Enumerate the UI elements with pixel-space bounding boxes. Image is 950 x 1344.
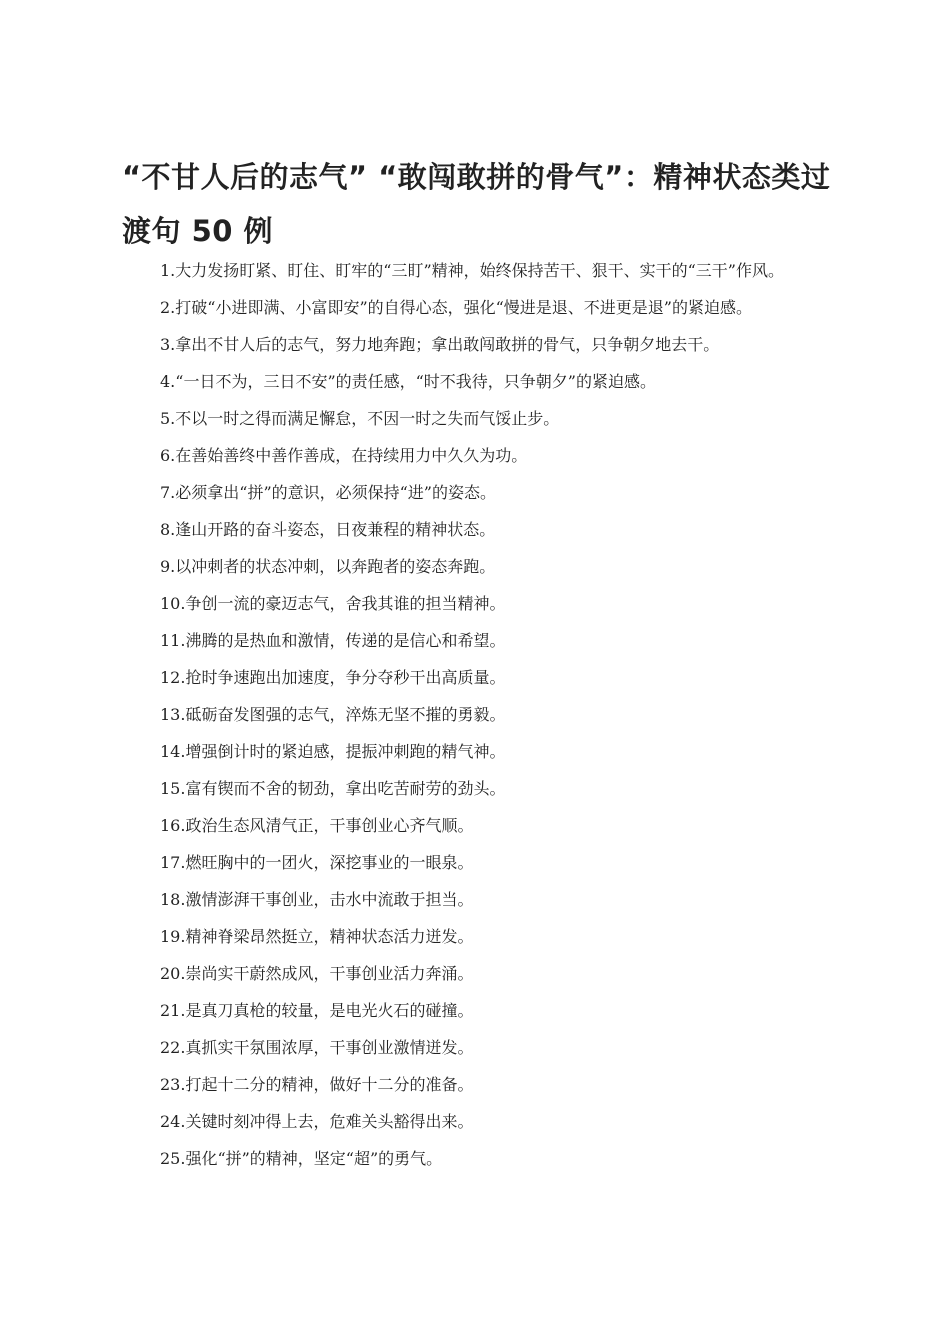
list-item: 22.真抓实干氛围浓厚，干事创业激情迸发。 — [160, 1038, 474, 1057]
list-item: 23.打起十二分的精神，做好十二分的准备。 — [160, 1075, 474, 1094]
list-item: 9.以冲刺者的状态冲刺，以奔跑者的姿态奔跑。 — [160, 557, 496, 576]
list-item: 14.增强倒计时的紧迫感，提振冲刺跑的精气神。 — [160, 742, 506, 761]
list-item: 25.强化“拼”的精神，坚定“超”的勇气。 — [160, 1149, 443, 1168]
list-item: 6.在善始善终中善作善成，在持续用力中久久为功。 — [160, 446, 528, 465]
list-item: 21.是真刀真枪的较量，是电光火石的碰撞。 — [160, 1001, 474, 1020]
list-item: 8.逢山开路的奋斗姿态，日夜兼程的精神状态。 — [160, 520, 496, 539]
list-item: 15.富有锲而不舍的韧劲，拿出吃苦耐劳的劲头。 — [160, 779, 506, 798]
list-item: 4.“一日不为，三日不安”的责任感，“时不我待，只争朝夕”的紧迫感。 — [160, 372, 656, 391]
list-item: 18.激情澎湃干事创业，击水中流敢于担当。 — [160, 890, 474, 909]
list-item: 2.打破“小进即满、小富即安”的自得心态，强化“慢进是退、不进更是退”的紧迫感。 — [160, 298, 752, 317]
list-item: 17.燃旺胸中的一团火，深挖事业的一眼泉。 — [160, 853, 474, 872]
list-item: 13.砥砺奋发图强的志气，淬炼无坚不摧的勇毅。 — [160, 705, 506, 724]
list-item: 12.抢时争速跑出加速度，争分夺秒干出高质量。 — [160, 668, 506, 687]
list-item: 16.政治生态风清气正，干事创业心齐气顺。 — [160, 816, 474, 835]
list-item: 19.精神脊梁昂然挺立，精神状态活力迸发。 — [160, 927, 474, 946]
list-item: 1.大力发扬盯紧、盯住、盯牢的“三盯”精神，始终保持苦干、狠干、实干的“三干”作风。 — [160, 261, 784, 280]
list-item: 3.拿出不甘人后的志气，努力地奔跑；拿出敢闯敢拼的骨气，只争朝夕地去干。 — [160, 335, 720, 354]
list-item: 10.争创一流的豪迈志气，舍我其谁的担当精神。 — [160, 594, 506, 613]
list-item: 20.崇尚实干蔚然成风，干事创业活力奔涌。 — [160, 964, 474, 983]
list-item: 24.关键时刻冲得上去，危难关头豁得出来。 — [160, 1112, 474, 1131]
list-item: 11.沸腾的是热血和激情，传递的是信心和希望。 — [160, 631, 506, 650]
sentence-list — [122, 258, 840, 1183]
list-item: 5.不以一时之得而满足懈怠，不因一时之失而气馁止步。 — [160, 409, 560, 428]
document-title: “不甘人后的志气” “敢闯敢拼的骨气”：精神状态类过渡句 50 例 — [122, 160, 831, 248]
list-item: 7.必须拿出“拼”的意识，必须保持“进”的姿态。 — [160, 483, 496, 502]
